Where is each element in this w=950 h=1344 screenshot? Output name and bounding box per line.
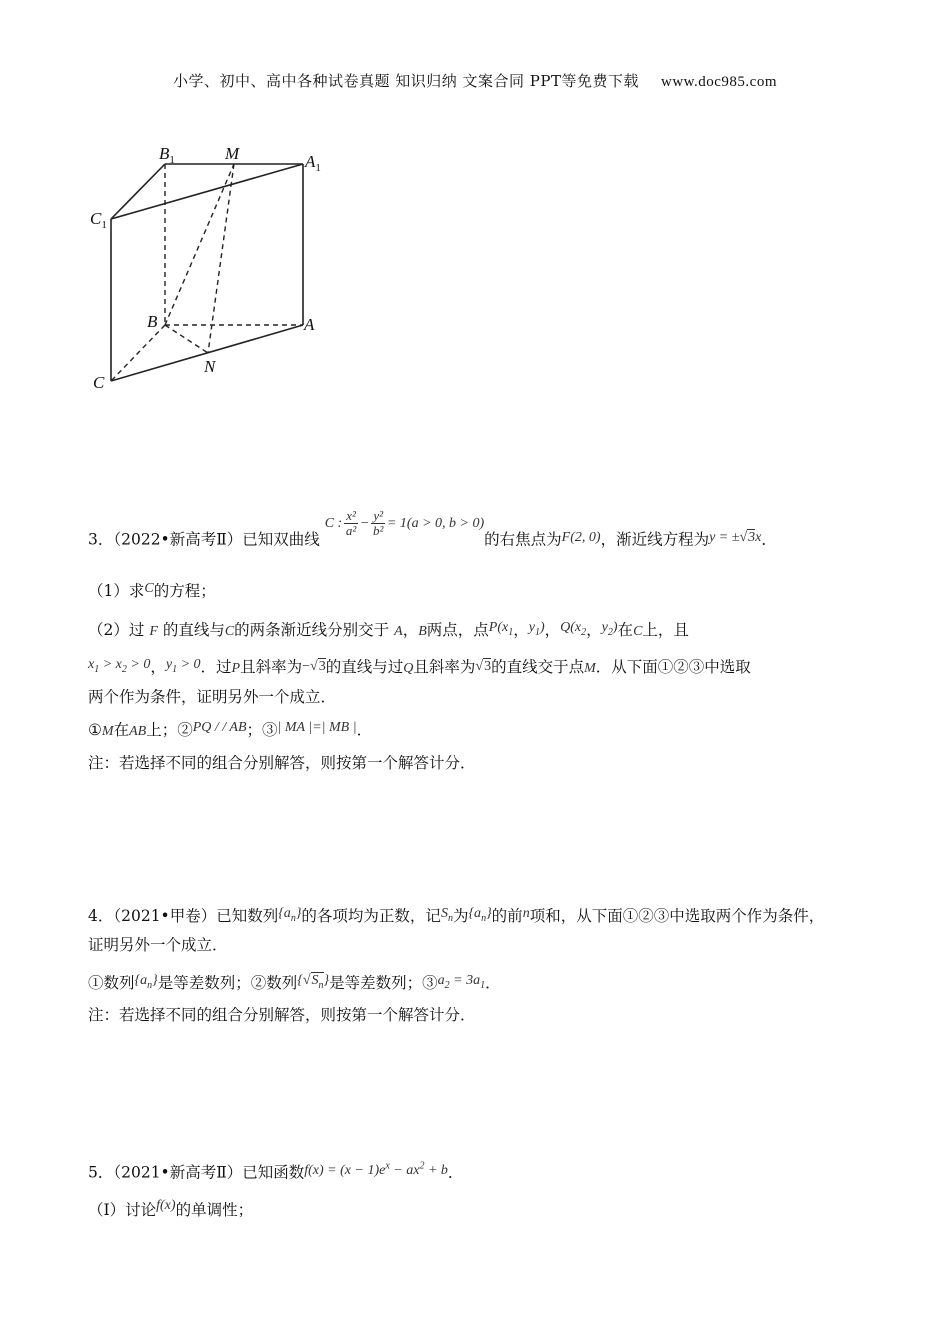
label-c1: $C_1$ bbox=[90, 209, 107, 231]
q4-conditions: ①数列$\{a_n\}$是等差数列；②数列$\{√S_n\}$是等差数列；$③a_2 = 3a_1$． bbox=[88, 973, 501, 992]
page-header bbox=[0, 70, 950, 91]
q3-focus: F(2, 0) bbox=[561, 529, 601, 545]
edge-b-n bbox=[165, 325, 208, 353]
edge-b-m bbox=[165, 164, 234, 325]
edge-c1-a1 bbox=[111, 164, 303, 219]
q4-line2: 证明另外一个成立． bbox=[88, 936, 228, 954]
label-c: C bbox=[93, 373, 105, 392]
label-a: A bbox=[304, 315, 315, 334]
label-b: B bbox=[147, 312, 158, 331]
q4-line1: 4．（2021•甲卷）已知数列$\{a_n\}$的各项均为正数，记$S_n$为$\{a_n\}$的前n项和，从下面①②③中选取两个作为条件， bbox=[88, 906, 825, 925]
q3-mid1: 的右焦点为 bbox=[484, 530, 562, 549]
q3-line1 bbox=[88, 508, 777, 556]
prism-figure bbox=[85, 140, 345, 400]
label-n: N bbox=[204, 357, 216, 376]
q3-conditions: ①M在AB上；②PQ / / AB；③| MA |=| MB |． bbox=[88, 720, 373, 739]
label-b1: $B_1$ bbox=[159, 144, 175, 166]
q5-part1: （Ⅰ）讨论f(x)的单调性； bbox=[88, 1198, 254, 1219]
q3-part2-line3: 两个作为条件，证明另外一个成立． bbox=[88, 688, 337, 706]
q3-part1: （1）求C的方程； bbox=[88, 581, 216, 600]
label-m: M bbox=[225, 144, 240, 163]
q3-prefix: 3．（2022•新高考Ⅱ）已知双曲线 bbox=[88, 530, 320, 549]
q3-hyperbola-eq: C : $\frac{\text{x²}}{\text{a²}}$ − $\frac{\text{y²}}{\text{b²}}$ = 1(a > 0, b > 0) bbox=[324, 508, 485, 538]
q3-asymptote: y = ±√3x bbox=[709, 529, 762, 545]
q4-note: 注：若选择不同的组合分别解答，则按第一个解答计分． bbox=[88, 1006, 476, 1024]
header-text: 小学、初中、高中各种试卷真题 知识归纳 文案合同 PPT等免费下载 bbox=[172, 72, 639, 90]
q3-mid2: ，渐近线方程为 bbox=[600, 530, 710, 549]
label-a1: $A_1$ bbox=[305, 152, 321, 174]
q3-part2-line1: （2）过 F 的直线与C的两条渐近线分别交于 A，B两点，点$P(x_1$，$y_1$)，$Q(x_2$，$y_2$)在C上，且 bbox=[88, 620, 689, 639]
q3-note: 注：若选择不同的组合分别解答，则按第一个解答计分． bbox=[88, 754, 476, 772]
q5-line1: 5．（2021•新高考Ⅱ）已知函数$f(x) = (x - 1)e^x - ax^2 + b$． bbox=[88, 1160, 464, 1182]
q3-part2-line2: $x_1 > x_2 > 0$，$y_1 > 0$．过P且斜率为−√3的直线与过Q且斜率为√3的直线交于点M．从下面①②③中选取 bbox=[88, 657, 751, 676]
header-site: www.doc985.com bbox=[660, 74, 777, 90]
q3-end: ． bbox=[761, 530, 777, 549]
